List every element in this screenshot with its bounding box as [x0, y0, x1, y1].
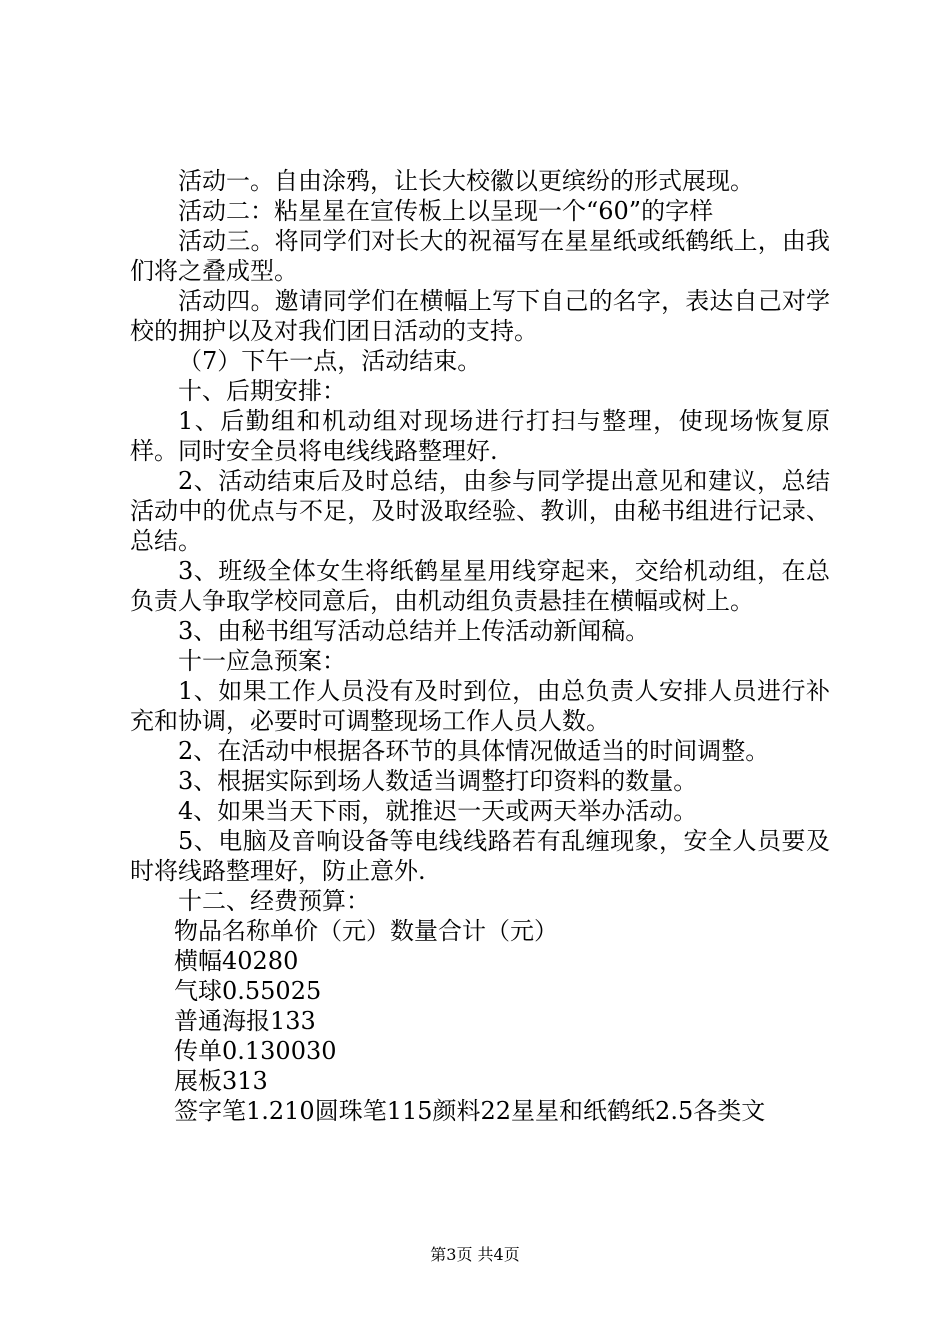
paragraph: 5、电脑及音响设备等电线线路若有乱缠现象，安全人员要及时将线路整理好，防止意外. — [130, 827, 830, 885]
budget-item: 气球0.55025 — [174, 977, 322, 1005]
budget-item: 普通海报133 — [174, 1007, 316, 1035]
paragraph: 3、班级全体女生将纸鹤星星用线穿起来，交给机动组，在总负责人争取学校同意后，由机动组负责悬挂在横幅或树上。 — [130, 557, 830, 615]
paragraph: 3、由秘书组写活动总结并上传活动新闻稿。 — [178, 617, 650, 645]
budget-header: 物品名称单价（元）数量合计（元） — [174, 917, 558, 945]
paragraph: 活动三。将同学们对长大的祝福写在星星纸或纸鹤纸上，由我们将之叠成型。 — [130, 227, 830, 285]
section-heading: 十一应急预案： — [178, 647, 346, 675]
paragraph: 2、在活动中根据各环节的具体情况做适当的时间调整。 — [178, 737, 770, 765]
paragraph: 1、如果工作人员没有及时到位，由总负责人安排人员进行补充和协调，必要时可调整现场工作人员人数。 — [130, 677, 830, 735]
budget-item: 横幅40280 — [174, 947, 299, 975]
budget-item: 传单0.130030 — [174, 1037, 337, 1065]
paragraph: 活动四。邀请同学们在横幅上写下自己的名字，表达自己对学校的拥护以及对我们团日活动的支持。 — [130, 287, 830, 345]
paragraph: 活动一。自由涂鸦，让长大校徽以更缤纷的形式展现。 — [178, 167, 754, 195]
page-footer: 第3页 共4页 — [430, 1245, 520, 1264]
paragraph: 活动二：粘星星在宣传板上以呈现一个“60”的字样 — [178, 197, 714, 225]
paragraph: 3、根据实际到场人数适当调整打印资料的数量。 — [178, 767, 698, 795]
paragraph: （7）下午一点，活动结束。 — [178, 347, 482, 375]
budget-item: 展板313 — [174, 1067, 268, 1095]
paragraph: 4、如果当天下雨，就推迟一天或两天举办活动。 — [178, 797, 698, 825]
document-body — [130, 166, 830, 1126]
section-heading: 十、后期安排： — [178, 377, 346, 405]
paragraph: 2、活动结束后及时总结，由参与同学提出意见和建议，总结活动中的优点与不足，及时汲取经验、教训，由秘书组进行记录、总结。 — [130, 467, 830, 555]
paragraph: 1、后勤组和机动组对现场进行打扫与整理，使现场恢复原样。同时安全员将电线线路整理好. — [130, 407, 830, 465]
section-heading: 十二、经费预算： — [178, 887, 370, 915]
budget-item: 签字笔1.210圆珠笔115颜料22星星和纸鹤纸2.5各类文 — [174, 1097, 766, 1125]
